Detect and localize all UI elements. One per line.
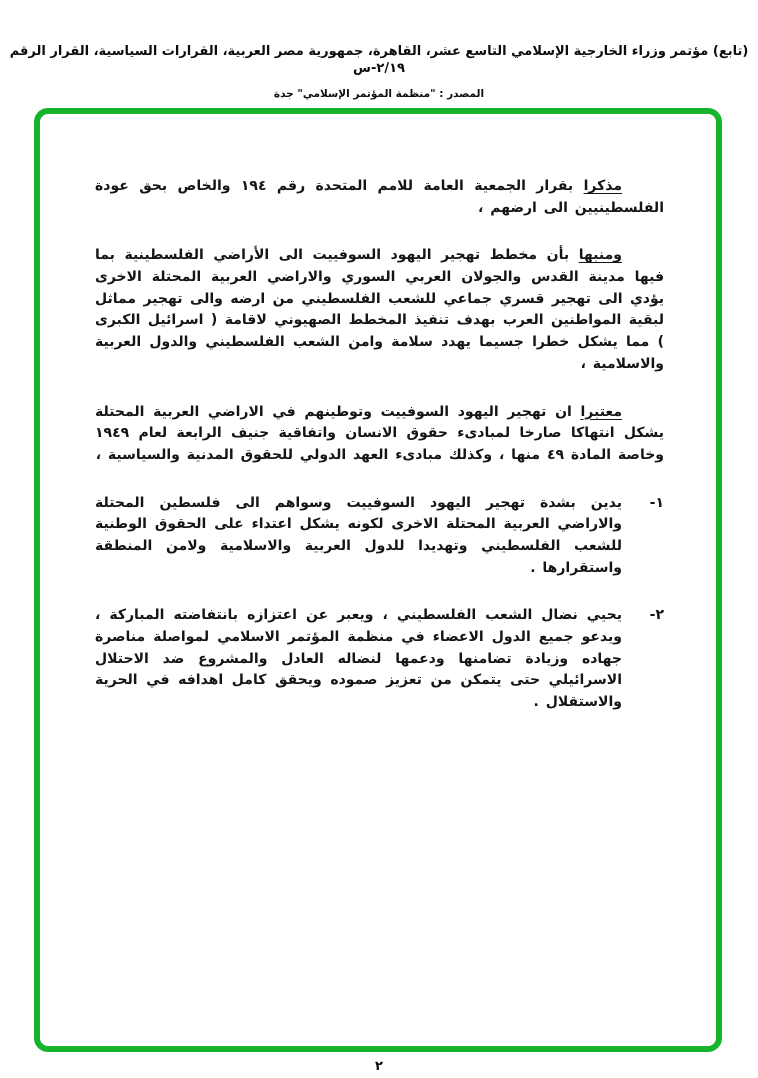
item-number: ١- bbox=[649, 494, 664, 511]
document-body bbox=[40, 114, 716, 714]
item-number: ٢- bbox=[649, 607, 664, 624]
numbered-item-2 bbox=[95, 605, 664, 713]
paragraph-alerting bbox=[95, 245, 664, 375]
numbered-item-1 bbox=[95, 493, 664, 580]
document-source: المصدر : "منظمة المؤتمر الإسلامي" جدة bbox=[273, 87, 485, 100]
item-text: يدين بشدة تهجير اليهود السوفييت وسواهم الى فلسطين المحتلة والاراضي العربية المحتلة الاخرى لكونه يشكل اعتداء على الحقوق الوطنية للشعب الفلسطيني وتهديدا للدول العربية والاسلامية ولامن المنطقة واستقرارها . bbox=[95, 494, 622, 576]
paragraph-recalling bbox=[95, 176, 664, 219]
item-text: يحيي نضال الشعب الفلسطيني ، ويعبر عن اعتزازه بانتفاضته المباركة ، ويدعو جميع الدول الاعضاء في منظمة المؤتمر الاسلامي لمواصلة مناصرة جهاده وزيادة تضامنها ودعمها لنضاله العادل والمشروع ضد الاحتلال الاسرائيلي حتى يتمكن من تعزيز صموده ويحقق كامل اهدافه في الحرية والاستقلال . bbox=[95, 607, 622, 711]
paragraph-text: بقرار الجمعية العامة للامم المتحدة رقم ١٩٤ والخاص بحق عودة الفلسطينيين الى ارضهم ، bbox=[95, 178, 664, 216]
page-number: ٢ bbox=[375, 1059, 383, 1074]
paragraph-lead-word: مذكرا bbox=[583, 178, 622, 194]
paragraph-lead-word: ومنبها bbox=[578, 247, 622, 264]
paragraph-considering bbox=[95, 402, 664, 467]
paragraph-lead-word: معتبرا bbox=[580, 403, 622, 420]
paragraph-text: ان تهجير اليهود السوفييت وتوطينهم في الاراضي العربية المحتلة يشكل انتهاكا صارخا لمبادىء حقوق الانسان واتفاقية جنيف الرابعة لعام ١٩٤٩ وخاصة المادة ٤٩ منها ، وكذلك مبادىء العهد الدولي للحقوق المدنية والسياسية ، bbox=[95, 403, 664, 463]
paragraph-text: بأن مخطط تهجير اليهود السوفييت الى الأراضي الفلسطينية بما فيها مدينة القدس والجولان العربي السوري والاراضي العربية المحتلة الاخرى يؤدي الى تهجير قسري جماعي للشعب الفلسطيني من ارضه والى تهجير مماثل لبقية المواطنين العرب بهدف تنفيذ المخطط الصهيوني لاقامة ( اسرائيل الكبرى ) مما يشكل خطرا جسيما يهدد سلامة وامن الشعب الفلسطيني والدول العربية والاسلامية ، bbox=[95, 247, 664, 372]
scanned-document-frame bbox=[34, 108, 722, 1052]
document-title: (تابع) مؤتمر وزراء الخارجية الإسلامي التاسع عشر، القاهرة، جمهورية مصر العربية، القرارات السياسية، القرار الرقم ٢/١٩-س bbox=[9, 44, 749, 76]
page-header bbox=[0, 0, 758, 100]
